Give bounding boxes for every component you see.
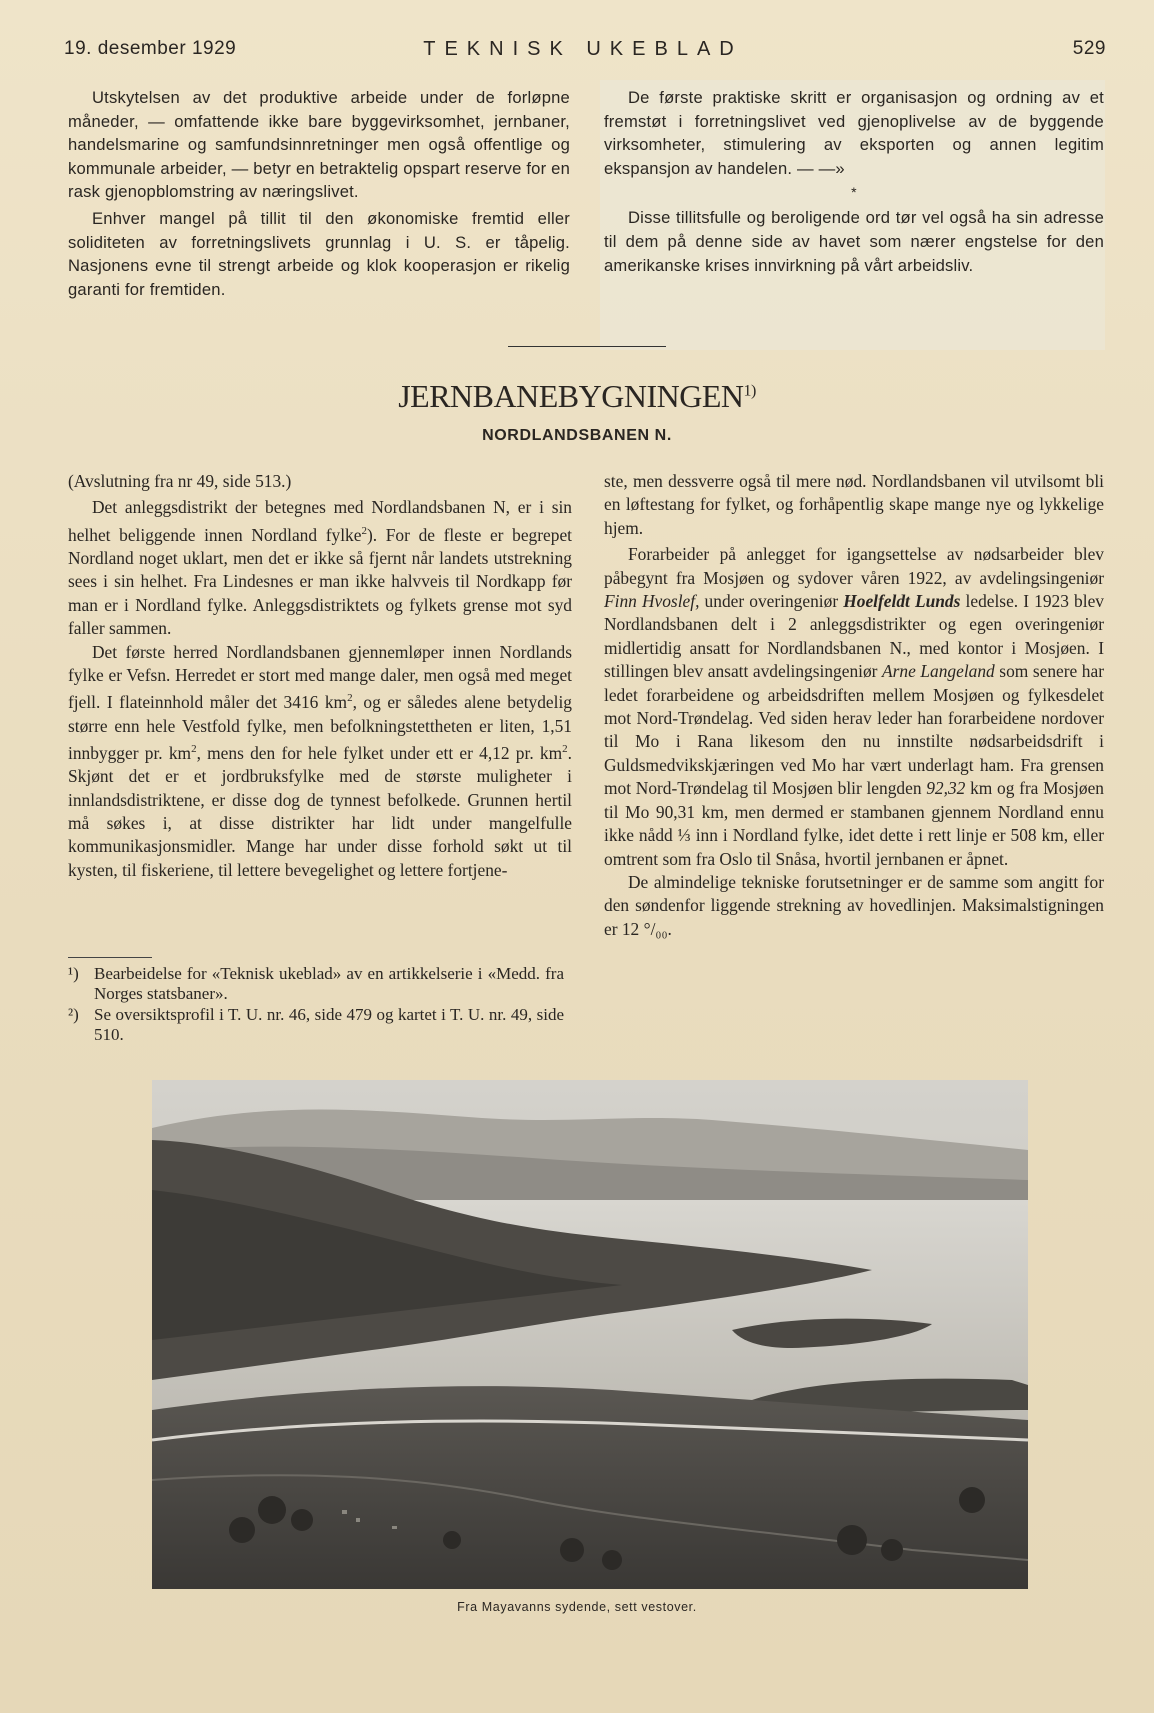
superscript: 2 [562,743,568,756]
paragraph: Utskytelsen av det produktive arbeide under de forløpne måneder, — omfattende ikke bare byggevirksomhet, jernbaner, handelsmarine og samfundsinnretninger men også offentlige og kommunale arbeider, — betyr en betraktelig opspart reserve for en rask gjenopblomstring av næringslivet. [68,88,570,202]
page-header [60,36,1106,64]
text: som senere har ledet forarbeidene og arbeidsdriften mellem Mosjøen og fylkesdelet mot Nord-Trøndelag. Ved siden herav leder han forarbeidene nordover til Mo i Rana likesom den nu innstilte nødsarbeidsdrift i Guldsmedvikskjæringen ved Mo har vært underlagt ham. Fra grensen mot Nord-Trøndelag til Mosjøen blir lengden [604,661,1105,799]
page-number: 529 [1072,38,1106,59]
text: km og fra Mosjøen til Mo 90,31 km, men dermed er stambanen gjennem Nordland ennu ikke nådd ⅓ inn i Nordland fylke, idet dette i rett linje er 508 km, eller omtrent som fra Oslo til Snåsa, hvortil jernbanen er åpnet. [604,778,1104,869]
article-title [0,378,1154,415]
superscript: 2 [191,743,197,756]
paragraph: Enhver mangel på tillit til den økonomiske fremtid eller soliditeten av forretningslivets grunnlag i U. S. er tåpelig. Nasjonens evne til strengt arbeide og klok kooperasjon er rikelig garanti for fremtiden. [68,208,570,299]
footnote-number: ¹) [68,964,79,983]
journal-title: TEKNISK UKEBLAD [423,38,743,60]
continuation-note: (Avslutning fra nr 49, side 513.) [68,471,292,491]
footnote [68,1005,572,1045]
person-name: Arne Langeland [882,661,995,682]
text: , og er således alene betydelig større enn hele Vestfold fylke, men befolkningstettheten er liten, 1,51 innbygger pr. km [68,692,572,763]
paragraph: Disse tillitsfulle og beroligende ord tør vel også ha sin adresse til dem på denne side av havet som nærer engstelse for den amerikanske krises innvirkning på vårt arbeidsliv. [604,208,1104,275]
distance-value: 92,32 [926,778,966,799]
text: ). For de fleste er begrepet Nordland noget uklart, men det er ikke så fjernt når landets utstrekning sees i sin helhet. Fra Lindesnes er man ikke halvveis til Nordkapp før man er i Nordland fylke. Anleggsdistriktets og fylkets grense mot syd faller sammen. [68,524,572,639]
footnote-text: Bearbeidelse for «Teknisk ukeblad» av en artikkelserie i «Medd. fra Norges statsbaner». [94,964,564,1003]
person-name: Hoelfeldt Lunds [843,591,961,612]
text: . Skjønt det er et jordbruksfylke med de største muligheter i innlandsdistriktene, er disse dog de tynnest befolkede. Grunnen hertil må søkes i, at disse distrikter har lidt under mangelfulle kommunikasjonsmidler. Mange har under disse forhold søkt ut til kysten, til fiskeriene, til lettere bevegelighet og lettere fortjene- [68,742,572,880]
section-divider [508,346,666,347]
paragraph [604,871,1104,941]
header-date: 19. desember 1929 [64,38,237,59]
photo-caption: Fra Mayavanns sydende, sett vestover. [457,1600,697,1614]
section-star: * [851,184,857,201]
text: Forarbeider på anlegget for igangsettelse av nødsarbeider blev påbegynt fra Mosjøen og sydover våren 1922, av avdelingsingeniør [604,544,1104,588]
superscript: 2 [347,692,353,705]
paragraph: De første praktiske skritt er organisasjon og ordning av et fremstøt i forretningslivet ved gjenoplivelse av de byggende virksomheter, stimulering av eksporten og annen legitim ekspansjon av handelen. — —» [604,88,1104,178]
paragraph [68,641,572,883]
title-footnote-ref: 1) [743,382,756,400]
article-left-column [68,470,572,882]
footnote-text: Se oversiktsprofil i T. U. nr. 46, side 479 og kartet i T. U. nr. 49, side 510. [94,1005,564,1044]
paragraph [604,543,1104,871]
article-title-text: JERNBANEBYGNINGEN [398,378,744,414]
text: Det første herred Nordlandsbanen gjennemløper innen Nordlands fylke er Vefsn. Herredet er stort med mange daler, men også med meget fjell. I flateinnhold måler det 3416 km [68,641,572,713]
paragraph [68,496,572,640]
photo-illustration [152,1080,1028,1589]
footnote-ref: 2 [361,524,367,537]
top-left-column [68,86,570,301]
paragraph: ste, men dessverre også til mere nød. Nordlandsbanen vil utvilsomt bli en løftestang for fylket, og forhåpentlig skape mange nye og lykkelige hjem. [604,471,1104,538]
permille-unit: °/₀₀. [643,918,672,939]
text: ledelse. I 1923 blev Nordlandsbanen delt i 2 anleggsdistrikter og egen overingeniør midlertidig ansatt for Nordlandsbanen N., med kontor i Mosjøen. I stillingen blev ansatt avdelingsingeniør [604,591,1104,682]
text: Det anleggsdistrikt der betegnes med Nordlandsbanen N, er i sin helhet beliggende innen Nordland fylke [68,497,572,545]
landscape-photo [152,1080,1028,1589]
article-subtitle: NORDLANDSBANEN N. [482,427,672,444]
person-name: Finn Hvoslef, [604,591,700,612]
text: under overingeniør [699,591,844,612]
text: , mens den for hele fylket under ett er 4,12 pr. km [196,742,563,763]
text: De almindelige tekniske forutsetninger er de samme som angitt for den søndenfor liggende strekning av hovedlinjen. Maksimalstigningen er 12 [604,871,1104,939]
article-right-column [604,470,1104,941]
footnote-number: ²) [68,1005,79,1024]
footnote-divider [68,957,152,958]
top-right-column [604,86,1104,277]
footnote [68,964,572,1004]
